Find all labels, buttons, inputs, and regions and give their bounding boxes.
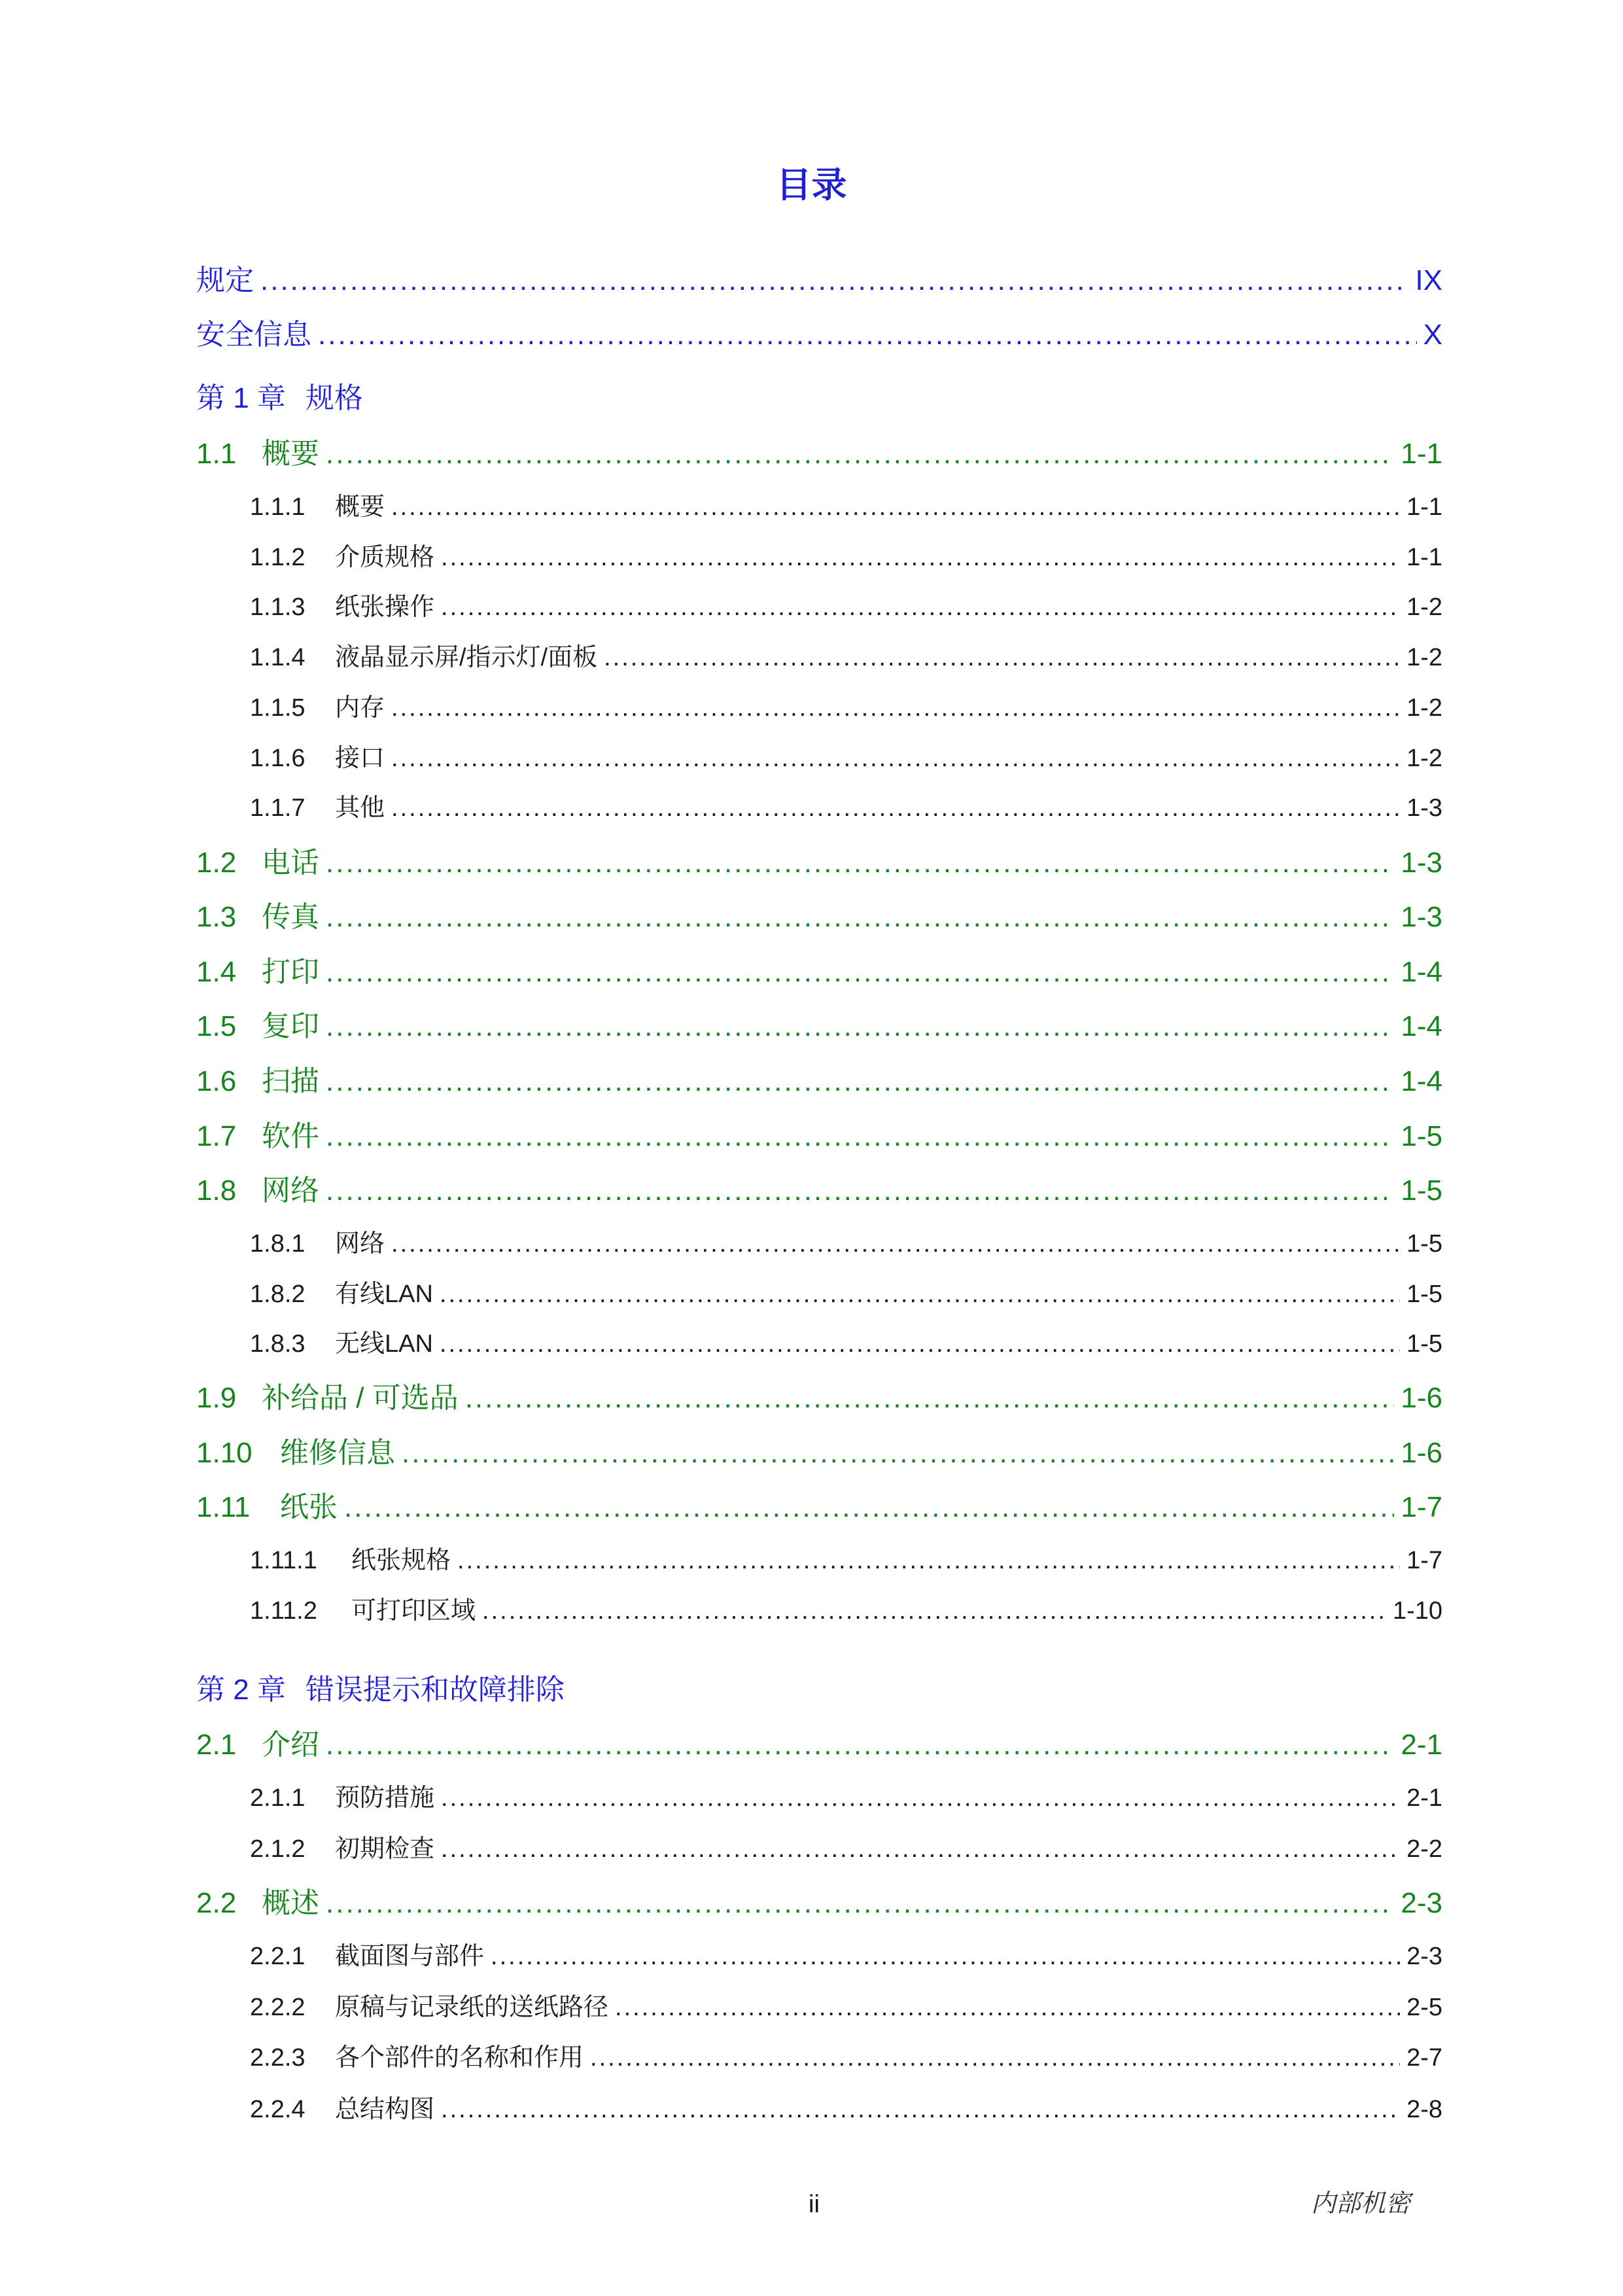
toc-entry[interactable]	[196, 1167, 1442, 1209]
chapter-prefix: 第 1 章	[196, 382, 286, 414]
toc-entry[interactable]	[196, 893, 1442, 935]
leader-dots	[391, 694, 1400, 722]
leader-dots	[615, 1994, 1400, 2022]
toc-number: 1.1.1	[250, 493, 305, 521]
leader-dots	[326, 1887, 1394, 1920]
leader-dots	[402, 1437, 1394, 1470]
toc-page: 1-1	[1406, 493, 1442, 521]
chapter-title: 错误提示和故障排除	[305, 1674, 565, 1706]
leader-dots	[391, 1230, 1400, 1258]
leader-dots	[344, 1491, 1394, 1524]
leader-dots	[441, 1835, 1400, 1863]
toc-entry[interactable]	[250, 1590, 1442, 1626]
toc-label: 规定	[196, 264, 254, 296]
toc-number: 1.8.3	[250, 1330, 305, 1358]
toc-page: 2-1	[1406, 1784, 1442, 1812]
toc-entry[interactable]	[196, 1879, 1442, 1921]
toc-entry[interactable]	[250, 1987, 1442, 2022]
leader-dots	[391, 745, 1400, 773]
leader-dots	[391, 794, 1400, 822]
toc-page: 2-1	[1401, 1729, 1442, 1761]
toc-entry[interactable]	[250, 586, 1442, 622]
leader-dots	[326, 956, 1394, 989]
toc-page: 2-3	[1401, 1887, 1442, 1919]
toc-page: 1-10	[1392, 1597, 1442, 1625]
toc-page: 2-8	[1406, 2096, 1442, 2123]
toc-entry[interactable]	[196, 948, 1442, 990]
toc-label: 补给品 / 可选品	[262, 1382, 459, 1414]
toc-label: 初期检查	[335, 1835, 435, 1863]
chapter-heading[interactable]	[196, 1666, 565, 1708]
toc-page: 1-3	[1401, 901, 1442, 933]
toc-entry[interactable]	[196, 256, 1442, 298]
leader-dots	[260, 264, 1408, 297]
toc-number: 1.5	[196, 1010, 237, 1042]
leader-dots	[441, 593, 1400, 622]
toc-label: 有线LAN	[335, 1280, 433, 1308]
toc-page: 1-6	[1401, 1437, 1442, 1469]
toc-label: 网络	[262, 1174, 319, 1207]
toc-entry[interactable]	[250, 1223, 1442, 1259]
toc-label: 接口	[335, 745, 385, 772]
toc-page: 1-5	[1406, 1280, 1442, 1308]
toc-entry[interactable]	[250, 1935, 1442, 1971]
toc-page: 1-1	[1406, 544, 1442, 571]
toc-page: 1-5	[1401, 1120, 1442, 1152]
toc-entry[interactable]	[250, 687, 1442, 723]
toc-label: 维修信息	[280, 1437, 395, 1469]
chapter-title: 规格	[305, 382, 363, 414]
toc-entry[interactable]	[250, 1828, 1442, 1864]
toc-label: 网络	[335, 1230, 385, 1258]
toc-entry[interactable]	[250, 1273, 1442, 1309]
toc-label: 纸张操作	[335, 593, 435, 621]
toc-number: 2.2	[196, 1887, 237, 1919]
toc-label: 截面图与部件	[335, 1943, 485, 1970]
toc-entry[interactable]	[196, 311, 1442, 353]
leader-dots	[457, 1547, 1400, 1575]
toc-page: 1-1	[1401, 438, 1442, 470]
toc-page: 1-4	[1401, 1065, 1442, 1097]
leader-dots	[326, 1065, 1394, 1098]
toc-number: 1.1	[196, 438, 237, 470]
toc-label: 传真	[262, 901, 319, 933]
toc-label: 各个部件的名称和作用	[335, 2044, 584, 2072]
toc-label: 打印	[262, 956, 319, 988]
toc-label: 总结构图	[335, 2096, 435, 2123]
toc-entry[interactable]	[196, 1002, 1442, 1044]
toc-number: 1.1.6	[250, 745, 305, 772]
leader-dots	[465, 1382, 1395, 1415]
toc-label: 可打印区域	[351, 1597, 476, 1625]
toc-number: 2.2.1	[250, 1943, 305, 1970]
leader-dots	[590, 2044, 1400, 2072]
confidential-note: 内部机密	[1311, 2189, 1411, 2217]
toc-number: 1.8.2	[250, 1280, 305, 1308]
toc-label: 概要	[262, 438, 319, 470]
toc-number: 2.2.3	[250, 2044, 305, 2072]
page-number: ii	[809, 2191, 820, 2218]
toc-number: 1.11.2	[250, 1597, 317, 1625]
toc-number: 1.7	[196, 1120, 237, 1152]
toc-entry[interactable]	[250, 737, 1442, 773]
toc-number: 1.4	[196, 956, 237, 988]
toc-page: 1-7	[1406, 1547, 1442, 1574]
leader-dots	[326, 1729, 1394, 1761]
leader-dots	[326, 1010, 1394, 1043]
leader-dots	[440, 1330, 1400, 1358]
toc-entry[interactable]	[196, 1721, 1442, 1763]
toc-entry[interactable]	[196, 1429, 1442, 1471]
toc-entry[interactable]	[250, 2037, 1442, 2073]
toc-page: 1-2	[1406, 644, 1442, 671]
toc-number: 1.1.4	[250, 644, 305, 671]
toc-number: 1.1.3	[250, 593, 305, 621]
toc-entry[interactable]	[196, 430, 1442, 472]
leader-dots	[604, 644, 1400, 672]
toc-label: 概述	[262, 1887, 319, 1919]
toc-number: 1.1.7	[250, 794, 305, 822]
toc-number: 2.1.1	[250, 1784, 305, 1812]
toc-label: 复印	[262, 1010, 319, 1042]
leader-dots	[318, 319, 1417, 351]
leader-dots	[441, 544, 1400, 572]
leader-dots	[326, 438, 1394, 470]
toc-page: 2-2	[1406, 1835, 1442, 1863]
toc-page: 1-5	[1401, 1174, 1442, 1207]
toc-number: 2.1.2	[250, 1835, 305, 1863]
toc-label: 介质规格	[335, 544, 435, 571]
toc-number: 2.2.4	[250, 2096, 305, 2123]
toc-entry[interactable]	[196, 1374, 1442, 1416]
toc-label: 概要	[335, 493, 385, 521]
leader-dots	[326, 847, 1394, 879]
toc-page: 1-5	[1406, 1330, 1442, 1358]
toc-entry[interactable]	[250, 1540, 1442, 1576]
leader-dots	[482, 1597, 1386, 1625]
toc-label: 介绍	[262, 1729, 319, 1761]
toc-page: 1-3	[1406, 794, 1442, 822]
toc-entry[interactable]	[250, 486, 1442, 522]
toc-label: 原稿与记录纸的送纸路径	[335, 1994, 609, 2021]
leader-dots	[391, 493, 1400, 521]
toc-entry[interactable]	[196, 839, 1442, 881]
toc-entry[interactable]	[250, 1323, 1442, 1359]
toc-page: IX	[1415, 264, 1442, 296]
toc-page: 2-5	[1406, 1994, 1442, 2021]
toc-entry[interactable]	[250, 1777, 1442, 1813]
leader-dots	[326, 1174, 1394, 1207]
toc-label: 无线LAN	[335, 1330, 433, 1358]
toc-label: 安全信息	[196, 319, 311, 351]
toc-page: 1-3	[1401, 847, 1442, 879]
toc-entry[interactable]	[250, 637, 1442, 673]
leader-dots	[441, 1784, 1400, 1812]
toc-number: 1.8.1	[250, 1230, 305, 1258]
toc-number: 2.1	[196, 1729, 237, 1761]
toc-page: 1-2	[1406, 593, 1442, 621]
toc-page: 1-4	[1401, 1010, 1442, 1042]
toc-page: 1-2	[1406, 694, 1442, 722]
toc-number: 1.11	[196, 1491, 251, 1523]
toc-label: 其他	[335, 794, 385, 822]
toc-label: 电话	[262, 847, 319, 879]
toc-label: 内存	[335, 694, 385, 722]
toc-number: 2.2.2	[250, 1994, 305, 2021]
toc-number: 1.3	[196, 901, 237, 933]
toc-number: 1.11.1	[250, 1547, 317, 1574]
toc-entry[interactable]	[196, 1112, 1442, 1154]
toc-entry[interactable]	[196, 1483, 1442, 1525]
toc-entry[interactable]	[250, 787, 1442, 823]
toc-page: 1-6	[1401, 1382, 1442, 1414]
toc-number: 1.1.2	[250, 544, 305, 571]
chapter-prefix: 第 2 章	[196, 1674, 286, 1706]
leader-dots	[491, 1943, 1400, 1971]
toc-page: 1-4	[1401, 956, 1442, 988]
toc-page: X	[1423, 319, 1442, 351]
toc-page: 1-2	[1406, 745, 1442, 772]
toc-number: 1.1.5	[250, 694, 305, 722]
toc-number: 1.2	[196, 847, 237, 879]
toc-label: 纸张规格	[351, 1547, 451, 1574]
toc-label: 预防措施	[335, 1784, 435, 1812]
toc-entry[interactable]	[196, 1057, 1442, 1099]
leader-dots	[440, 1280, 1400, 1309]
toc-page: 2-3	[1406, 1943, 1442, 1970]
leader-dots	[326, 1120, 1394, 1153]
toc-number: 1.9	[196, 1382, 237, 1414]
toc-entry[interactable]	[250, 2089, 1442, 2125]
toc-number: 1.10	[196, 1437, 253, 1469]
toc-page: 1-5	[1406, 1230, 1442, 1258]
toc-number: 1.8	[196, 1174, 237, 1207]
toc-label: 扫描	[262, 1065, 319, 1097]
toc-label: 液晶显示屏/指示灯/面板	[335, 644, 598, 671]
chapter-heading[interactable]	[196, 374, 363, 416]
toc-entry[interactable]	[250, 537, 1442, 573]
toc-page: 2-7	[1406, 2044, 1442, 2072]
toc-title: 目录	[776, 166, 847, 205]
toc-number: 1.6	[196, 1065, 237, 1097]
toc-page: 1-7	[1401, 1491, 1442, 1523]
toc-label: 软件	[262, 1120, 319, 1152]
leader-dots	[441, 2096, 1400, 2124]
leader-dots	[326, 901, 1394, 934]
toc-label: 纸张	[280, 1491, 338, 1523]
